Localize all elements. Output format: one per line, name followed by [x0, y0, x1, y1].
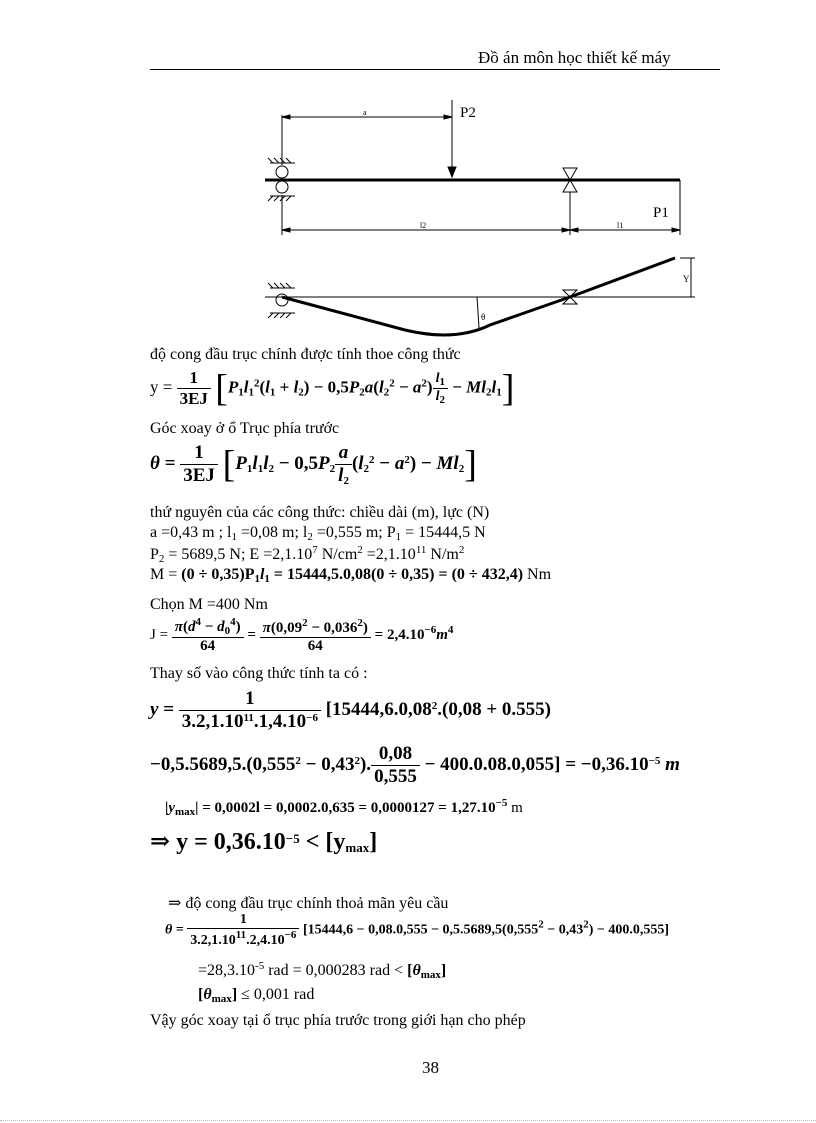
label-y: Y	[683, 274, 690, 284]
dims-intro: thứ nguyên của các công thức: chiều dài (m), lực (N)	[150, 504, 490, 521]
values-line1: a =0,43 m ; $l_1 =0,08$ m; $l_2 =0,555$ m; $P_1 = 15444,5$ N	[150, 524, 486, 543]
values-line2: $P_2 = 5689,5$ N; $E =2,1.10^7$ $N/cm^2 =2,1.10^{11}$ $N/m^2$	[150, 544, 465, 565]
inertia-formula: J = $\frac{\pi(d^4 - d_0^4)}{64}$ = $\frac{\pi(0,09^2 - 0,036^2)}{64}$ = $2,4.10^{-6}m^4$	[150, 616, 454, 654]
page-number: 38	[422, 1058, 439, 1077]
angle-formula: θ = $\frac{1}{3EJ}$ [$P_1l_1l_2 - 0,5P_2$ $\frac{a}{l_2}$ $(l_2^2 - a^2) - Ml_2$]	[150, 442, 477, 487]
deflection-formula: y = $\frac{1}{3EJ}$ [$P_1l_1^2(l_1 + l_2) - 0,5P_2a(l_2^2 - a^2)$ $\frac{l_1}{l_2}$ − $Ml_2l_1$]	[150, 367, 515, 410]
deflection-ok: ⇒ độ cong đầu trục chính thoả mãn yêu cầu	[168, 895, 449, 912]
angle-result: $=28,3.10^{-5}$ rad = 0,000283 rad < $[\theta_{max}]$	[198, 960, 447, 981]
header-rule	[150, 69, 720, 70]
deflection-substitution-line2: $-0,5.5689,5.(0,555^2 - 0,43^2)$. $\frac{0,08}{0,555}$ − $400.0.08.0,055] = -0,36.10^{-5}$ m	[150, 743, 680, 787]
ymax-line: $|y_{max}| = 0,0002l = 0,0002.0,635 = 0,0000127 = 1,27.10^{-5}$ m	[165, 797, 523, 818]
deflection-conclusion: ⇒ $y = 0,36.10^{-5} < [y_{max}]$	[150, 829, 378, 855]
label-p1: P1	[653, 205, 669, 221]
deflection-substitution: y = $\frac{1}{3.2,1.10^{11}.1,4.10^{-6}}$ [$15444,6.0,08^2.(0,08 + 0.555)$	[150, 688, 552, 732]
label-a: a	[363, 108, 367, 117]
angle-intro: Góc xoay ở ổ Trục phía trước	[150, 420, 340, 437]
label-theta: θ	[481, 312, 486, 322]
angle-max: $[\theta_{max}] \le 0,001$ rad	[198, 986, 315, 1005]
beam-diagram	[255, 95, 705, 245]
page-header-title: Đồ án môn học thiết kế máy	[478, 48, 671, 67]
deflection-diagram	[255, 250, 705, 350]
label-l1: l1	[617, 221, 624, 230]
angle-substitution: θ = $\frac{1}{3.2,1.10^{11}.2,4.10^{-6}}$ $[15444,6 - 0,08.0,555 - 0,5.5689,5(0,555^2 - 0,43^2) - 400.0,555]$	[165, 912, 670, 948]
choose-m: Chọn M =400 Nm	[150, 596, 268, 613]
conclusion-text: Vậy góc xoay tại ổ trục phía trước trong giới hạn cho phép	[150, 1012, 526, 1029]
moment-line: $M = (0 \div 0,35)P_1l_1 = 15444,5.0,08(0 \div 0,35) = (0 \div 432,4)$ Nm	[150, 566, 552, 585]
label-l2: l2	[420, 221, 427, 230]
deflection-intro: độ cong đầu trục chính được tính thoe công thức	[150, 346, 461, 363]
label-p2: P2	[460, 105, 476, 121]
page-bottom-border	[0, 1120, 816, 1121]
substitute-text: Thay số vào công thức tính ta có :	[150, 665, 368, 682]
